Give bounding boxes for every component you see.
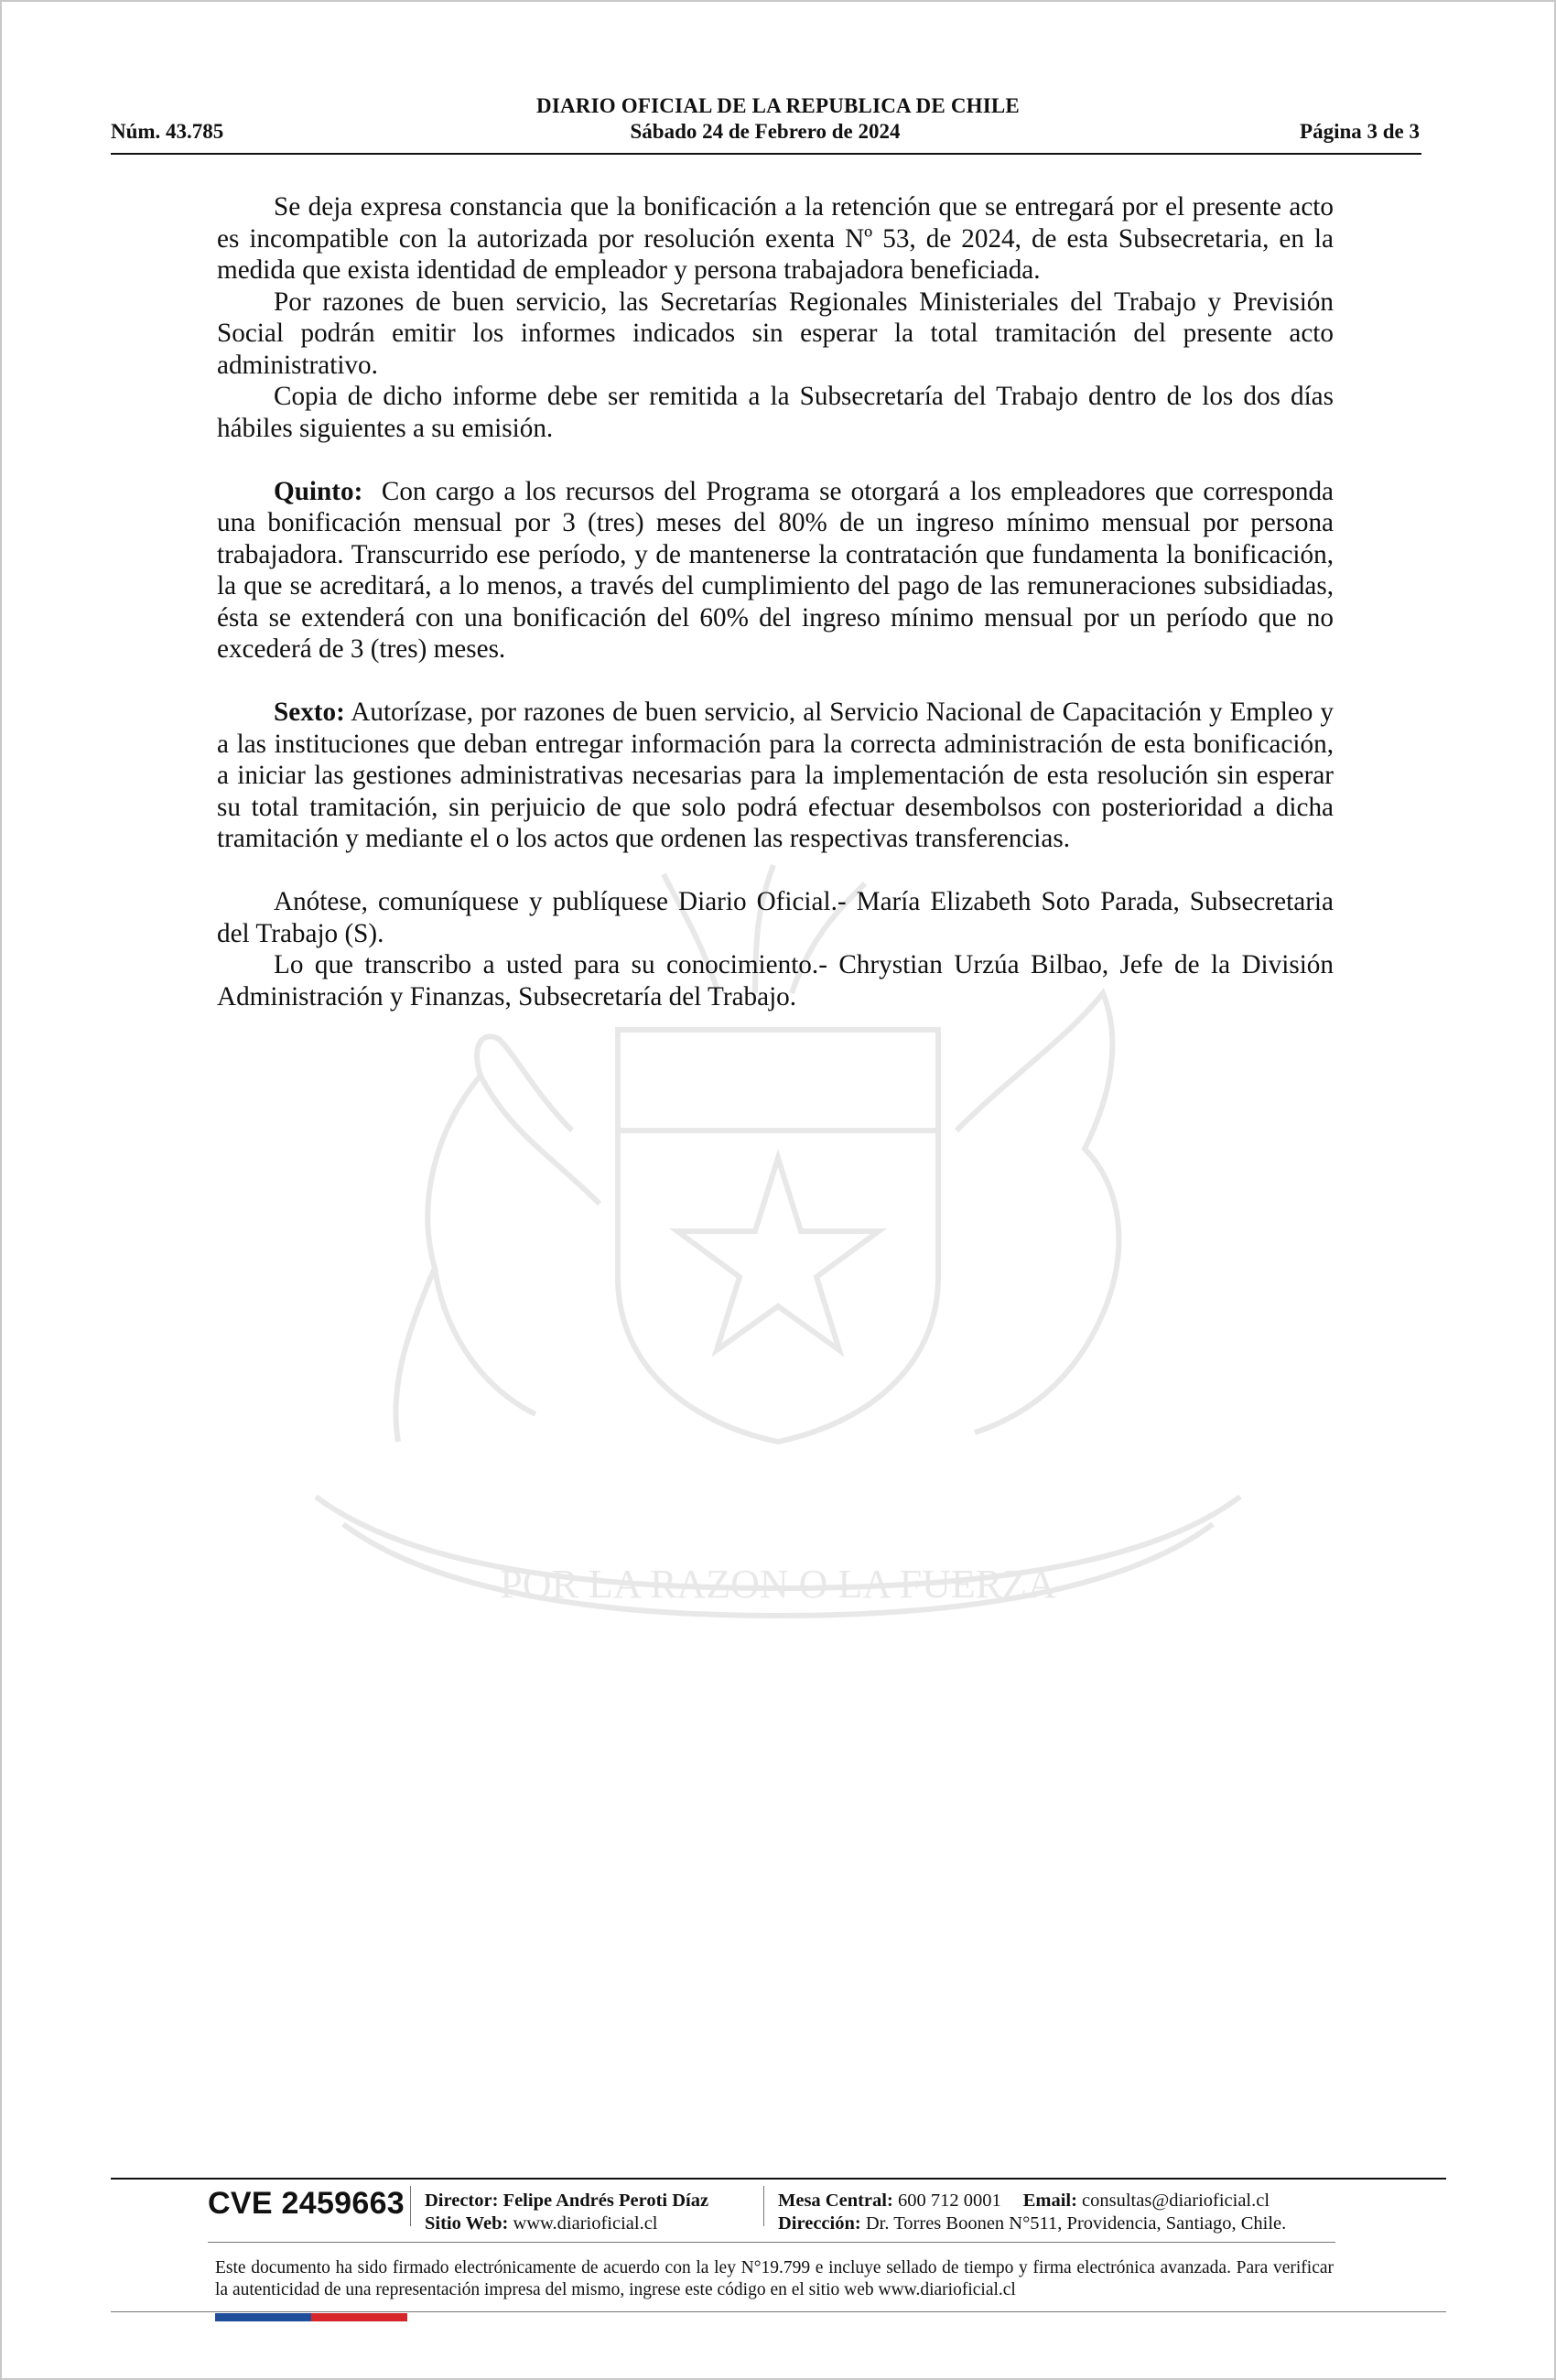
paragraph-incompatibility: Se deja expresa constancia que la bonificación a la retención que se entregará por el presente acto es incompatible con la autorizada por resolución exenta Nº 53, de 2024, de esta Subsecretaria, en la medida que exista identidad de empleador y persona trabajadora beneficiada. bbox=[217, 192, 1334, 285]
header-row bbox=[111, 120, 1420, 147]
footer-contact-block bbox=[778, 2190, 1286, 2235]
footer-divider-middle bbox=[208, 2242, 1335, 2243]
flag-blue-segment bbox=[215, 2313, 311, 2321]
paragraph-closing: Anótese, comuníquese y publíquese Diario Oficial.- María Elizabeth Soto Parada, Subsecretaria del Trabajo (S). bbox=[217, 887, 1334, 948]
paragraph-report-copy: Copia de dicho informe debe ser remitida a la Subsecretaría del Trabajo dentro de los dos días hábiles siguientes a su emisión. bbox=[217, 382, 1334, 443]
email-link[interactable]: consultas@diarioficial.cl bbox=[1082, 2191, 1270, 2211]
address-value: Dr. Torres Boonen N°511, Providencia, Santiago, Chile. bbox=[865, 2213, 1287, 2234]
issue-number: Núm. 43.785 bbox=[111, 120, 224, 143]
footer-divider-bottom bbox=[111, 2311, 1446, 2312]
website-label: Sitio Web: bbox=[425, 2213, 509, 2234]
motto-text: POR LA RAZON O LA FUERZA bbox=[500, 1562, 1056, 1606]
quinto-label: Quinto: bbox=[274, 476, 363, 506]
flag-red-segment bbox=[311, 2313, 407, 2321]
footer-separator bbox=[410, 2186, 411, 2226]
paragraph-sexto bbox=[217, 697, 1334, 855]
header-divider bbox=[111, 153, 1421, 155]
website-link[interactable]: www.diarioficial.cl bbox=[513, 2213, 658, 2234]
flag-stripe-icon bbox=[215, 2313, 407, 2321]
footer-divider-top bbox=[111, 2178, 1446, 2180]
footer-separator bbox=[763, 2186, 764, 2226]
paragraph-transcription: Lo que transcribo a usted para su conocimiento.- Chrystian Urzúa Bilbao, Jefe de la División Administración y Finanzas, Subsecretaría del Trabajo. bbox=[217, 950, 1334, 1012]
legal-notice: Este documento ha sido firmado electrónicamente de acuerdo con la ley N°19.799 e incluye sellado de tiempo y firma electrónica avanzada. Para verificar la autenticidad de una representación impresa del mismo, ingrese este código en el sitio web www.diarioficial.cl bbox=[215, 2258, 1334, 2299]
newspaper-title: DIARIO OFICIAL DE LA REPUBLICA DE CHILE bbox=[536, 94, 1020, 117]
paragraph-regional-reports: Por razones de buen servicio, las Secretarías Regionales Ministeriales del Trabajo y Previsión Social podrán emitir los informes indicados sin esperar la total tramitación del presente acto administrativo. bbox=[217, 287, 1334, 380]
paragraph-quinto bbox=[217, 476, 1334, 665]
mesa-label: Mesa Central: bbox=[778, 2191, 893, 2211]
sexto-label: Sexto: bbox=[274, 698, 345, 727]
quinto-text: Con cargo a los recursos del Programa se otorgará a los empleadores que corresponda una bonificación mensual por 3 (tres) meses del 80% de un ingreso mínimo mensual por persona trabajadora. Transcurrido ese período, y de mantenerse la contratación que fundamenta la bonificación, la que se acreditará, a lo menos, a través del cumplimiento del pago de las remuneraciones subsidiadas, ésta se extenderá con una bonificación del 60% del ingreso mínimo mensual por un período que no excederá de 3 (tres) meses. bbox=[217, 476, 1334, 664]
email-label: Email: bbox=[1022, 2191, 1077, 2211]
director-name: Felipe Andrés Peroti Díaz bbox=[502, 2191, 709, 2211]
director-label: Director: bbox=[425, 2191, 499, 2211]
cve-code: CVE 2459663 bbox=[208, 2186, 405, 2221]
address-label: Dirección: bbox=[778, 2213, 861, 2234]
footer-director-block bbox=[425, 2190, 708, 2235]
mesa-phone: 600 712 0001 bbox=[897, 2191, 1001, 2211]
page-indicator: Página 3 de 3 bbox=[1300, 120, 1420, 143]
sexto-text: Autorízase, por razones de buen servicio, al Servicio Nacional de Capacitación y Empleo y a las instituciones que deban entregar información para la correcta administración de esta bonificación, a iniciar las gestiones administrativas necesarias para la implementación de esta resolución sin esperar su total tramitación, sin perjuicio de que solo podrá efectuar desembolsos con posterioridad a dicha tramitación y mediante el o los actos que ordenen las respectivas transferencias. bbox=[217, 698, 1334, 853]
document-body bbox=[217, 191, 1334, 1012]
issue-date: Sábado 24 de Febrero de 2024 bbox=[630, 120, 901, 143]
